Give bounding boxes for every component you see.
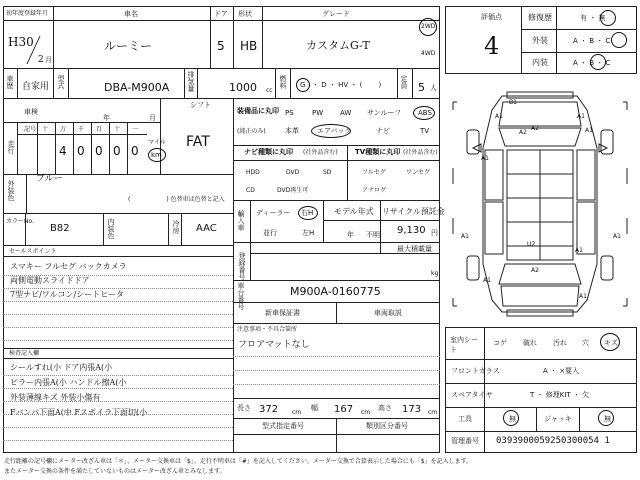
inspection-month: 月: [149, 114, 156, 122]
drive-2wd: 2WD: [421, 23, 436, 30]
tv-type-item: アナログ: [362, 187, 387, 194]
damage-mark: B1: [509, 99, 517, 106]
damage-mark: A1: [481, 155, 489, 162]
right-hand: 右H: [301, 209, 314, 217]
class-number-label: 類別区分番号: [366, 422, 408, 430]
equipment-item: サンルーフ: [367, 109, 402, 117]
mileage-digit-label: 記号: [24, 126, 37, 133]
glass-label: フロントガラス: [451, 367, 500, 375]
mileage-digit: 0: [95, 144, 103, 158]
equipment-label: 装備品に丸印: [237, 107, 279, 115]
equipment-item: AW: [340, 109, 352, 117]
equipment-item: ナビ: [376, 127, 390, 135]
mileage-digit: 0: [113, 144, 121, 158]
mileage-label: 走行: [7, 140, 15, 154]
inspector-note-line: ピラー内張A(小 ハンドル擦A(小: [10, 378, 127, 387]
mile-unit: マイル: [148, 139, 166, 146]
navi-type-label: ナビ種類に丸印: [244, 148, 293, 156]
damage-mark: A2: [531, 125, 539, 132]
damage-mark: U2: [527, 241, 536, 248]
width-unit: cm: [361, 409, 371, 416]
seat-condition-item: 穴: [582, 339, 589, 347]
car-diagram: [447, 88, 633, 320]
damage-mark: A1: [585, 127, 593, 134]
sales-point-line: 7型ナビ/ワルコン/シートヒータ: [10, 290, 124, 299]
registration-label: 登録番号: [238, 252, 246, 280]
model-number-label: 型式指定番号: [262, 422, 304, 430]
navi-type-item: CD: [246, 187, 255, 194]
mileage-digit-label: 千: [78, 126, 85, 133]
mileage-digit-label: 十: [42, 126, 49, 133]
interior-label: 内装: [532, 58, 548, 67]
usage: 自家用: [22, 82, 50, 92]
reg-year: H30: [8, 35, 34, 49]
tv-type-label: TV種類に丸印: [355, 148, 401, 156]
mileage-digit: 0: [77, 144, 85, 158]
model-label: 型式: [57, 75, 65, 89]
shift-label: シフト: [190, 101, 211, 109]
length: 372: [259, 404, 279, 415]
mgmt-number: 0393900059250300054 1: [496, 436, 610, 446]
capacity-unit: 人: [430, 84, 437, 92]
grade: カスタムG-T: [306, 39, 370, 52]
shape: HB: [240, 39, 258, 53]
score: 4: [484, 32, 500, 60]
exterior-color: ブルー: [36, 174, 63, 184]
tools-none-circle: [503, 410, 519, 426]
navi-type-sub: (社外品含む): [303, 149, 338, 156]
kg-unit: kg: [431, 270, 439, 277]
warranty: 新車保証書: [265, 309, 300, 317]
capacity: 5: [418, 81, 425, 94]
height-unit: cm: [428, 409, 438, 416]
equipment-sublabel: (純正のみ): [237, 128, 266, 135]
chassis-label: 車台番号: [237, 282, 245, 310]
width: 167: [334, 404, 354, 415]
navi-type-item: SD: [323, 169, 332, 176]
seat-label: 室内シート: [450, 336, 478, 354]
seat-condition-item: コゲ: [493, 339, 507, 347]
height: 173: [402, 404, 422, 415]
jack-none-circle: [598, 410, 614, 426]
month-unit: 月: [45, 56, 52, 64]
length-label: 長さ: [237, 404, 251, 412]
repair-label: 修復歴: [528, 13, 552, 22]
exterior-label: 外装: [532, 36, 548, 45]
recycle-value: 9,130: [397, 225, 426, 236]
jack: 無: [604, 415, 611, 423]
grade-label: グレード: [322, 10, 350, 18]
damage-mark: A1: [577, 113, 585, 120]
name-label: 車名: [124, 10, 138, 18]
color-no: B82: [50, 223, 70, 234]
score-label: 評価点: [481, 13, 502, 21]
length-unit: cm: [292, 409, 302, 416]
model-year-value: 不明: [366, 231, 380, 239]
equipment-item: 本革: [285, 127, 299, 135]
damage-mark: A1: [579, 293, 587, 300]
inspection-year: 年: [103, 114, 110, 122]
cc-unit: cc: [266, 87, 273, 94]
jack-label: ジャッキ: [544, 415, 572, 423]
tv-type-item: ワンセグ: [406, 169, 431, 176]
damage-mark: A2: [531, 267, 539, 274]
interior-grade: A ・ B ・ C: [573, 59, 611, 67]
glass: A ・ ×要入: [543, 367, 580, 375]
color-no-label: カラーNo.: [6, 218, 34, 225]
mileage-digit-label: 万: [60, 126, 67, 133]
import-label: 輸入車: [237, 210, 245, 231]
chassis-number: M900A-0160775: [290, 285, 381, 298]
shape-label: 形状: [238, 10, 252, 18]
drive-4wd: 4WD: [421, 50, 436, 57]
equipment-item: ABS: [418, 109, 432, 117]
usage-label: 車歴: [6, 75, 14, 89]
equipment-item: PW: [312, 109, 324, 117]
displacement-label: 排気量: [187, 71, 195, 92]
seat-condition-item: 汚れ: [553, 339, 567, 347]
damage-mark: A2: [519, 129, 527, 136]
damage-mark: A1: [483, 277, 491, 284]
mgmt-label: 管理番号: [451, 437, 479, 445]
navi-type-item: DVD再生可: [277, 187, 309, 194]
doors: 5: [217, 39, 225, 53]
equipment-item: TV: [420, 127, 430, 135]
shift: FAT: [186, 134, 210, 150]
footer-line-1: 走行距離の記号欄にメーター改ざん車は「＊」、メーター交換車は「$」、走行不明車は「#」を記入してください。メーター交換で合算表示した場合にも「$」を記入します。: [4, 458, 473, 465]
color-note: ( ) 色替車は色替と記入: [128, 196, 225, 203]
km-unit: km: [151, 151, 162, 159]
displacement: 1000: [229, 81, 257, 94]
tools-label: 工具: [458, 415, 472, 423]
seat-condition-item: キズ: [604, 339, 618, 347]
damage-mark: A1: [461, 233, 469, 240]
inspector-label: 検査記入欄: [9, 350, 40, 357]
reg-month: 2: [38, 55, 44, 65]
inspector-note-line: Fバンパ下面A(中 Fスポイラ下面切(小: [10, 408, 148, 417]
reg-year-label: 初年度登録年月: [6, 10, 49, 17]
notes-label: 注意事項・不具合箇所: [237, 326, 298, 333]
fuel-label: 燃料: [279, 75, 287, 89]
interior-grade-circle: [590, 54, 606, 70]
seat-scratch-circle: [600, 333, 620, 351]
spare: T ・ 修理KIT ・ 欠: [530, 391, 590, 399]
notes-text: フロアマットなし: [238, 340, 310, 350]
yen-unit: 円: [431, 229, 438, 237]
inspector-note-line: シールすれ(小 ドア内張A(小: [10, 363, 113, 372]
ac-label: 冷房: [172, 220, 180, 234]
interior-color-label: 内装色: [107, 218, 115, 239]
spare-label: スペアタイヤ: [451, 391, 493, 399]
width-label: 幅: [311, 404, 318, 412]
exterior-color-label: 外装色: [7, 180, 15, 201]
capacity-label: 定員: [400, 75, 408, 89]
mileage-digit-label: 一: [132, 126, 139, 133]
damage-mark: A1: [613, 233, 621, 240]
fuel-g: G: [300, 81, 306, 89]
mileage-digit: 4: [59, 144, 67, 158]
navi-type-item: DVD: [286, 169, 300, 176]
exterior-grade: A ・ B ・ C: [573, 37, 611, 45]
ac: AAC: [196, 223, 217, 234]
navi-type-item: HDD: [246, 169, 260, 176]
model: DBA-M900A: [104, 81, 170, 94]
model-year-unit: 年: [347, 231, 354, 239]
footer-line-2: またメーター交換の条件を満たしていないものはメーター改ざん車とみなします。: [4, 468, 226, 475]
dealer: ディーラー: [256, 209, 291, 217]
sales-points-label: セールスポイント: [9, 248, 57, 255]
recycle-label: リサイクル預託金: [382, 207, 445, 216]
exterior-grade-circle: [611, 32, 627, 48]
equipment-item: エアバック: [317, 127, 352, 135]
equipment-item: PS: [285, 109, 294, 117]
damage-mark: A1: [495, 113, 503, 120]
manual: 車両取説: [374, 309, 402, 317]
abs-circle: [413, 106, 435, 120]
seat-condition-item: 破れ: [523, 339, 537, 347]
tools: 無: [509, 415, 516, 423]
car-name: ルーミー: [104, 39, 153, 53]
airbag-circle: [311, 124, 351, 138]
height-label: 高さ: [378, 404, 392, 412]
fuel-others: ・ D ・ HV ・ ( ): [312, 81, 382, 89]
damage-mark: A1: [575, 247, 583, 254]
mileage-digit-label: 百: [96, 126, 103, 133]
inspector-note-line: 外装薄線キズ 外装小傷有: [10, 393, 101, 402]
repair-none-circle: [600, 10, 616, 26]
tv-type-sub: (社外品含む): [403, 149, 438, 156]
left-hand: 左H: [302, 229, 315, 237]
mileage-digit-label: 十: [114, 126, 121, 133]
mileage-digit: 0: [131, 144, 139, 158]
sales-point-line: スマキー フルセグ バックカメラ: [10, 262, 127, 271]
tv-type-item: フルセグ: [362, 169, 386, 176]
doors-label: ドア: [214, 10, 228, 18]
inspection-label: 車検: [24, 108, 38, 116]
sales-point-line: 両側電動スライドドア: [10, 276, 90, 285]
parallel: 並行: [263, 229, 277, 237]
model-year-label: モデル年式: [334, 207, 374, 216]
repair: 有 ・ 無: [580, 14, 606, 22]
max-load-label: 最大積載量: [397, 245, 432, 253]
